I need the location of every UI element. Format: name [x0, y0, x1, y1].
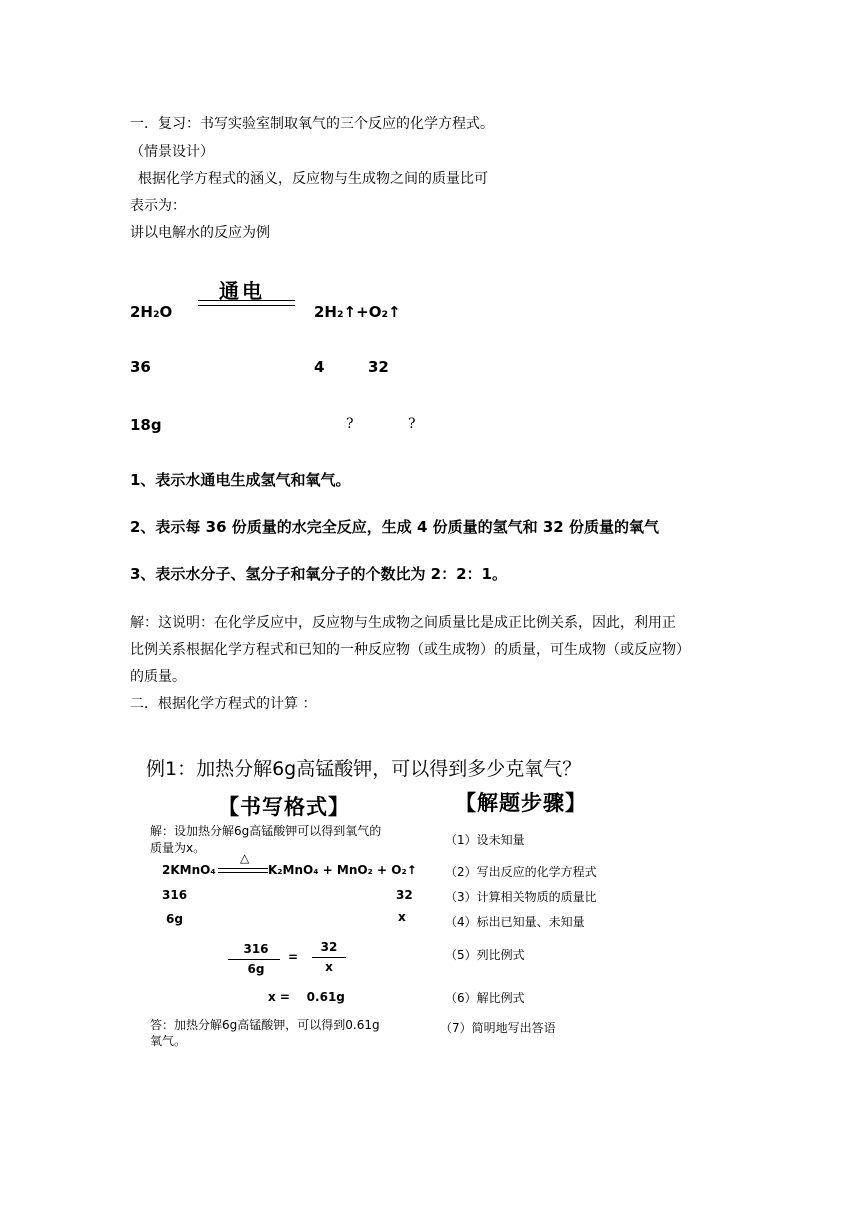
review-line-1: 一．复习：书写实验室制取氧气的三个反应的化学方程式。	[130, 116, 494, 132]
meaning-3: 3、表示水分子、氢分子和氧分子的个数比为 2：2：1。	[130, 565, 507, 583]
example-title: 例1：加热分解6g高锰酸钾，可以得到多少克氧气？	[146, 758, 582, 780]
review-line-5: 讲以电解水的反应为例	[130, 225, 270, 241]
equation-reactant: 2H₂O	[130, 303, 173, 321]
explanation-line-3: 的质量。	[130, 669, 186, 685]
example-products: K₂MnO₄ + MnO₂ + O₂↑	[268, 863, 417, 877]
fraction-left-denominator: 6g	[247, 962, 265, 976]
step-1: （1）设未知量	[445, 833, 525, 847]
solving-steps-header: 【解题步骤】	[455, 791, 587, 815]
review-line-4: 表示为：	[130, 198, 186, 214]
example-given-o2: x	[398, 910, 406, 924]
setup-line-1: 解：设加热分解6g高锰酸钾可以得到氧气的	[150, 824, 382, 838]
fraction-right-bar	[312, 957, 346, 958]
step-3: （3）计算相关物质的质量比	[445, 890, 597, 904]
writing-format-header: 【书写格式】	[218, 795, 350, 819]
given-row-oxygen: ?	[408, 416, 416, 432]
explanation-line-2: 比例关系根据化学方程式和已知的一种反应物（或生成物）的质量，可生成物（或反应物）	[130, 642, 690, 658]
mass-row-water: 36	[130, 358, 151, 376]
fraction-left-numerator: 316	[243, 942, 269, 956]
step-6: （6）解比例式	[445, 991, 525, 1005]
step-4: （4）标出已知量、未知量	[445, 915, 585, 929]
section-2-title: 二．根据化学方程式的计算 ：	[130, 696, 317, 712]
explanation-line-1: 解：这说明：在化学反应中，反应物与生成物之间质量比是成正比例关系，因此，利用正	[130, 615, 676, 631]
equation-line-top	[198, 300, 295, 301]
fraction-right-denominator: x	[325, 960, 333, 974]
answer-line-1: 答：加热分解6g高锰酸钾，可以得到0.61g	[150, 1018, 380, 1032]
answer-line-2: 氧气。	[150, 1034, 187, 1048]
fraction-left-bar	[228, 959, 280, 960]
example-reactant: 2KMnO₄	[162, 863, 216, 877]
review-line-3: 根据化学方程式的涵义，反应物与生成物之间的质量比可	[138, 171, 488, 187]
given-row-hydrogen: ?	[346, 416, 354, 432]
setup-line-2: 质量为x。	[150, 841, 206, 855]
example-mass-kmno4: 316	[162, 888, 188, 902]
meaning-2: 2、表示每 36 份质量的水完全反应，生成 4 份质量的氢气和 32 份质量的氧气	[130, 518, 659, 536]
mass-row-hydrogen: 4	[314, 358, 325, 376]
mass-row-oxygen: 32	[368, 358, 389, 376]
example-given-kmno4: 6g	[166, 912, 183, 926]
equation-line-bottom	[198, 305, 295, 306]
equation-condition: 通电	[219, 279, 265, 303]
step-2: （2）写出反应的化学方程式	[445, 865, 597, 879]
proportion-equals: =	[287, 950, 299, 964]
fraction-right-numerator: 32	[320, 940, 338, 954]
example-mass-o2: 32	[396, 888, 413, 902]
step-7: （7）简明地写出答语	[440, 1021, 556, 1035]
review-line-2: （情景设计）	[130, 144, 214, 160]
equation-products: 2H₂↑+O₂↑	[314, 303, 401, 321]
step-5: （5）列比例式	[445, 948, 525, 962]
heat-condition-symbol: △	[240, 851, 250, 865]
given-row-water: 18g	[130, 416, 162, 434]
example-eq-line-bottom	[218, 872, 268, 873]
meaning-1: 1、表示水通电生成氢气和氧气。	[130, 471, 351, 489]
example-eq-line-top	[218, 868, 268, 869]
example-result: x = 0.61g	[268, 990, 345, 1004]
